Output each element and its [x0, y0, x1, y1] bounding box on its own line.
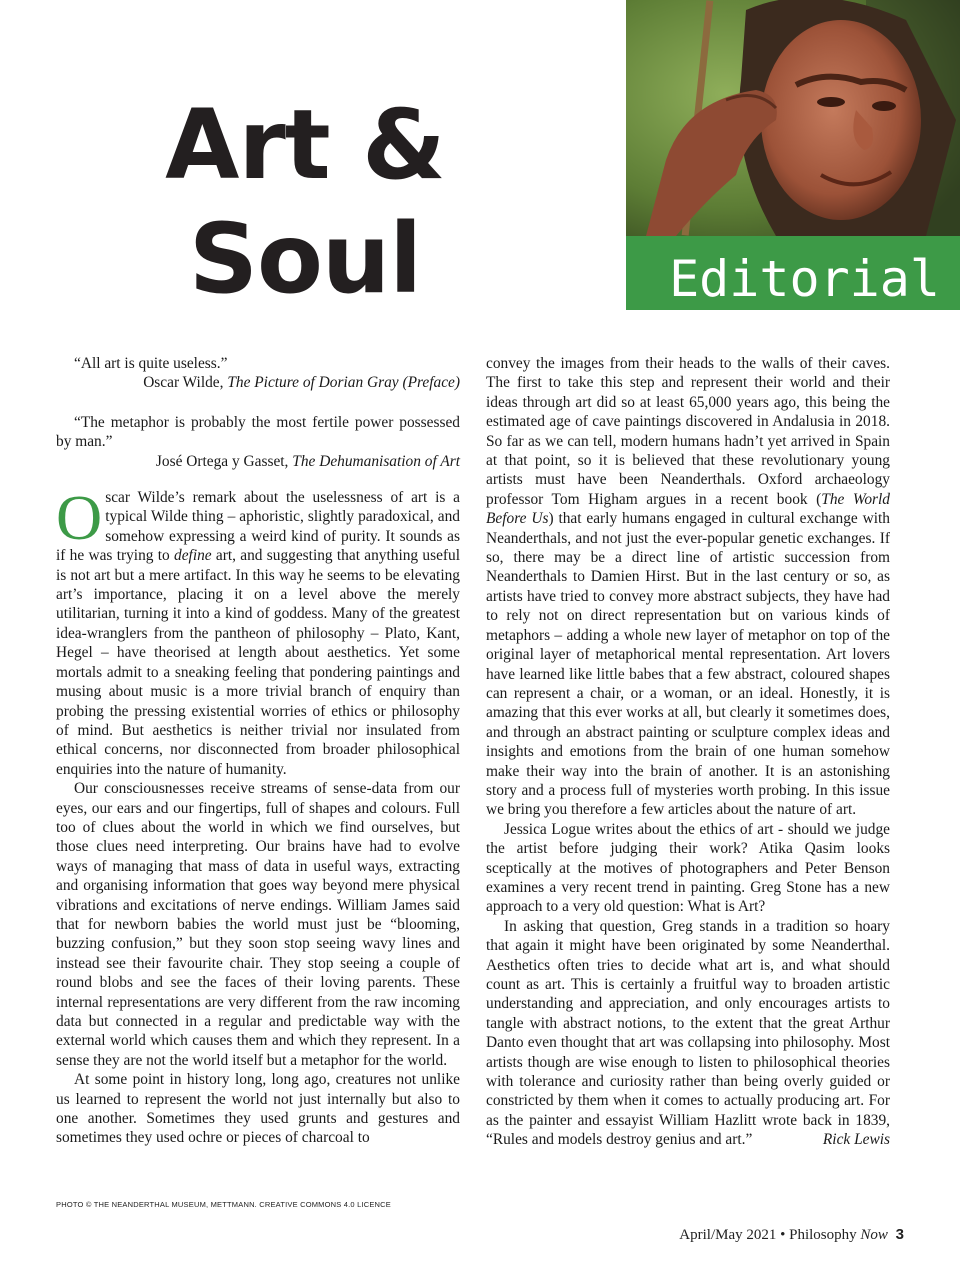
right-column — [486, 354, 890, 1150]
section-banner — [626, 236, 960, 310]
epigraph-2-author: José Ortega y Gasset, — [155, 452, 293, 470]
section-label: Editorial — [669, 250, 940, 308]
epigraph-2-source: The Dehumanisation of Art — [292, 452, 460, 470]
body-paragraph-4: Jessica Logue writes about the ethics of art - should we judge the artist before judging their work? Atika Qasim looks sceptically at the motives of photographers and Peter Benson examines a very recent trend in painting. Greg Stone has a new approach to a very old question: What is Art? — [486, 820, 890, 916]
page-footer — [679, 1226, 904, 1244]
footer-bullet: • — [780, 1227, 786, 1243]
body-paragraph-2: Our consciousnesses receive streams of sense-data from our eyes, our ears and our fingertips, full of shapes and colours. Full too of clues about the world in which we find ourselves, but those clues need interpreting. Our brains have had to evolve ways of managing that mass of data in useful ways, extracting and organising information that goes way beyond mere physical vibrations and excitations of nerve endings. William James said that for newborn babies the world must just be “blooming, buzzing confusion,” but they soon stop seeing wavy lines and instead see their favourite chair. They stop seeing a couple of round blobs and see the faces of their loving parents. These internal representations are very different from the raw incoming data but connected in a regular and predictable way with the external world which causes them and which they represent. In a sense they are not the world itself but a metaphor for the world. — [56, 780, 460, 1069]
book-title: The World Before Us — [486, 490, 890, 528]
title-line-1: Art & — [165, 89, 445, 201]
body-paragraph-1-emphasis: define — [174, 547, 212, 565]
magazine-name: Philosophy — [789, 1227, 857, 1243]
neanderthal-photo-illustration — [626, 0, 960, 236]
title-line-2: Soul — [188, 203, 422, 315]
body-paragraph-1 — [56, 482, 461, 779]
body-paragraph-5 — [486, 917, 890, 1150]
epigraph-1-author: Oscar Wilde, — [143, 374, 228, 392]
epigraph-2-attribution — [56, 452, 460, 471]
magazine-name-em: Now — [860, 1227, 888, 1243]
epigraph-2-quote: “The metaphor is probably the most fertile power possessed by man.” — [56, 413, 460, 451]
article-title — [150, 88, 460, 316]
epigraph-1-quote: “All art is quite useless.” — [74, 355, 228, 372]
photo-credit-text: PHOTO © THE NEANDERTHAL MUSEUM, METTMANN. CREATIVE COMMONS 4.0 LICENCE — [56, 1200, 391, 1209]
photo-credit — [56, 1200, 391, 1209]
body-paragraph-1-text-b: art, and suggesting that anything useful is not art but a mere artifact. In this way he seems to be elevating art’s importance, placing it on a level above the merely utilitarian, turning it into a kind of goddess. Many of the greatest idea-wranglers from the pantheon of philosophy – Plato, Kant, Hegel – have theorised at length about aesthetics. Yet some mortals admit to a sneaking feeling that pondering paintings and musing about music is a more trivial branch of enquiry than probing the pressing existential worries of ethics or philosophy of mind. But aesthetics is neither trivial nor insulated from ethical concerns, nor disconnected from broader philosophical enquiries into the nature of humanity. — [56, 547, 461, 778]
author-signature: Rick Lewis — [822, 1131, 890, 1149]
epigraph-1-attribution — [56, 373, 460, 392]
body-paragraph-3-continued — [486, 354, 890, 820]
body-paragraph-3: At some point in history long, long ago, creatures not unlike us learned to represent the world not just internally but also to one another. Sometimes they used grunts and gestures and sometimes they used ochre or pieces of charcoal to — [56, 1071, 460, 1147]
issue-date: April/May 2021 — [679, 1227, 777, 1243]
body-paragraph-3-continued-text-a: convey the images from their heads to the walls of their caves. The first to take this step and represent their world and their ideas through art did so at least 65,000 years ago, this being the estimated age of cave paintings discovered in Andalusia in 2018. So far as we can tell, modern humans hadn’t yet arrived in Spain at that point, so it is believed that these revolutionary young artists must have been Neanderthals. Oxford archaeology professor Tom Higham argues in a recent book ( — [486, 355, 890, 508]
drop-cap: O — [56, 482, 103, 554]
neanderthal-photo — [626, 0, 960, 236]
body-paragraph-3-continued-text-b: ) that early humans engaged in cultural exchange with Neanderthals, and not just the ever-popular genetic exchanges. If so, there may be a direct line of artistic succession from Neanderthals to Damien Hirst. But in the last century or so, as artists have tried to convey more abstract subjects, they have had to rely not on direct representation but on various kinds of metaphors – adding a whole new layer of metaphor on top of the original layer of metaphorical mental representation. Art lovers have learned like little babes that a few abstract, coloured shapes can represent a chair, or a woman, or an ideal. Honestly, it is amazing that this ever works at all, but clearly it sometimes does, and through an abstract painting or sculpture complex ideas and insights and emotions from the brain of one human somehow make their way into the brain of another. It is an astonishing story and a process full of mysteries worth probing. In this issue we bring you therefore a few articles about the nature of art. — [486, 510, 891, 819]
body-paragraph-1-text-a: scar Wilde’s remark about the uselessness of art is a typical Wilde thing – aphoristic, slightly paradoxical, and somehow expressing a weird kind of purity. It sounds as if he was trying to — [56, 489, 460, 565]
body-paragraph-5-text: In asking that question, Greg stands in a tradition so hoary that again it might have been originated by some Neanderthal. Aesthetics often tries to decide what art is, and what should count as art. This is certainly a fruitful way to broaden artistic understanding and appreciation, and only encourages artists to tangle with abstract notions, to the extent that the great Arthur Danto even thought that art was collapsing into philosophy. Most artists though are wise enough to listen to philosophical theories with tolerance and curiosity rather than being overly guided or constricted by them when it comes to actually producing art. For as the painter and essayist William Hazlitt wrote back in 1839, “Rules and models destroy genius and art.” — [486, 917, 890, 1149]
page-number: 3 — [895, 1226, 904, 1243]
left-column — [56, 354, 460, 1148]
epigraph-1-source: The Picture of Dorian Gray (Preface) — [227, 374, 460, 392]
